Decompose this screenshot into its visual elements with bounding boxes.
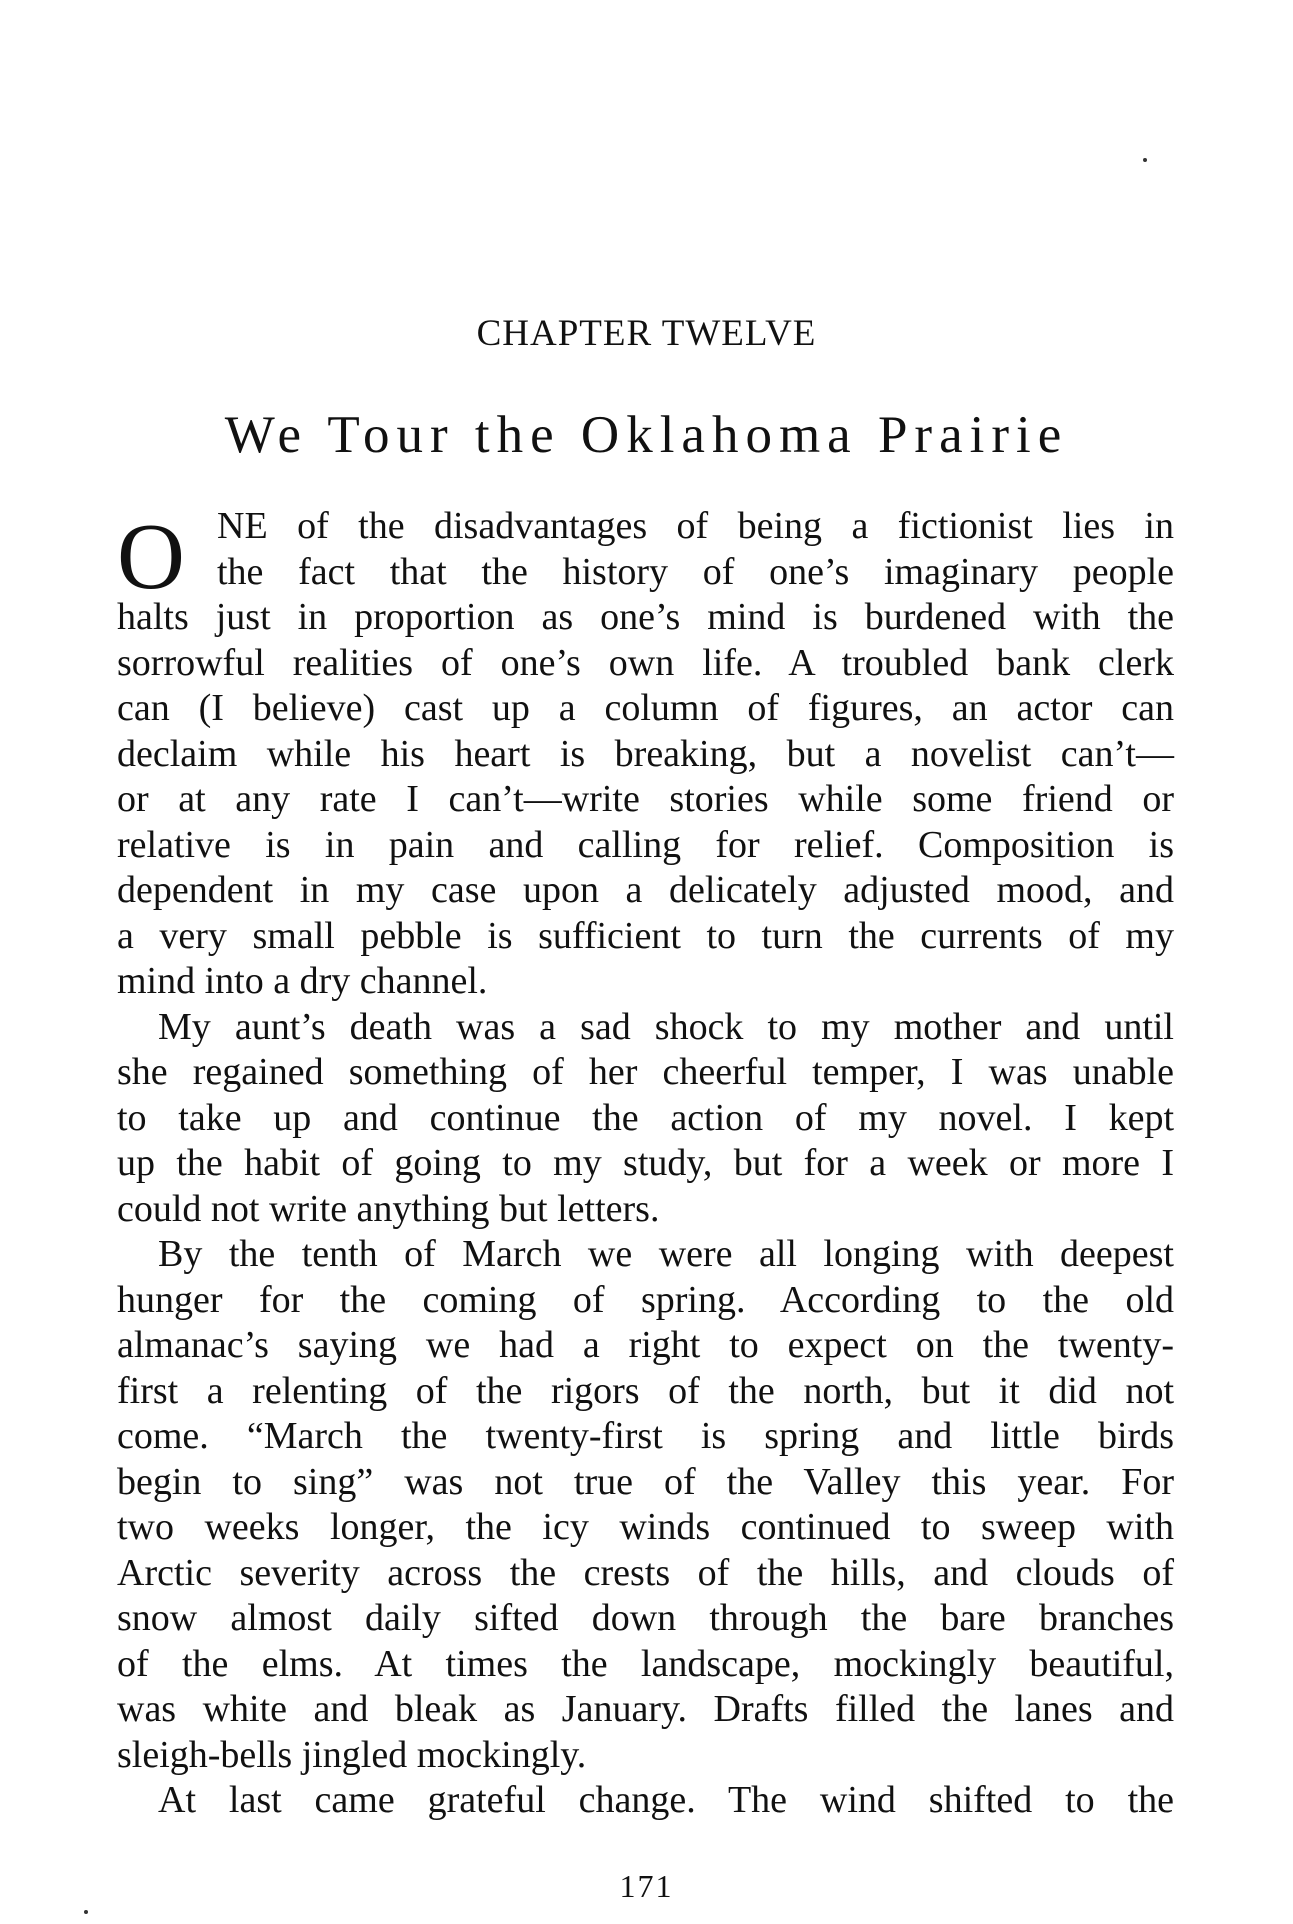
- text-line: By the tenth of March we were all longing with deepest: [158, 1233, 1174, 1275]
- text-line: relative is in pain and calling for relief. Composition is: [117, 823, 1174, 866]
- text-line: to take up and continue the action of my novel. I kept: [117, 1096, 1174, 1139]
- text-line: dependent in my case upon a delicately adjusted mood, and: [117, 869, 1174, 911]
- text-line: the fact that the history of one’s imaginary people: [217, 550, 1174, 593]
- text-line: she regained something of her cheerful temper, I was unable: [117, 1051, 1174, 1093]
- drop-cap: O: [117, 505, 185, 609]
- text-line: of the elms. At times the landscape, mockingly beautiful,: [117, 1642, 1174, 1685]
- body-text: [117, 504, 1174, 1824]
- text-line: sorrowful realities of one’s own life. A troubled bank clerk: [117, 641, 1174, 684]
- chapter-title: We Tour the Oklahoma Prairie: [224, 406, 1069, 464]
- chapter-label: CHAPTER TWELVE: [476, 313, 817, 354]
- text-line: up the habit of going to my study, but for a week or more I: [117, 1142, 1174, 1184]
- scan-speck: [84, 1910, 88, 1914]
- text-line: begin to sing” was not true of the Valley this year. For: [117, 1460, 1174, 1503]
- text-line: was white and bleak as January. Drafts filled the lanes and: [117, 1688, 1174, 1730]
- text-line: can (I believe) cast up a column of figures, an actor can: [117, 687, 1174, 729]
- text-line: snow almost daily sifted down through the bare branches: [117, 1597, 1174, 1639]
- text-line: two weeks longer, the icy winds continued to sweep with: [117, 1506, 1174, 1548]
- text-line: could not write anything but letters.: [117, 1187, 660, 1230]
- text-line: At last came grateful change. The wind shifted to the: [158, 1779, 1174, 1821]
- text-line: a very small pebble is sufficient to turn the currents of my: [117, 914, 1174, 957]
- text-line: hunger for the coming of spring. According to the old: [117, 1278, 1174, 1321]
- text-line: first a relenting of the rigors of the north, but it did not: [117, 1369, 1174, 1412]
- text-line: mind into a dry channel.: [117, 960, 488, 1002]
- scan-speck: [1143, 158, 1147, 162]
- text-line: halts just in proportion as one’s mind is burdened with the: [117, 596, 1174, 638]
- text-line: come. “March the twenty-first is spring and little birds: [117, 1415, 1174, 1457]
- text-line: or at any rate I can’t—write stories while some friend or: [117, 778, 1174, 820]
- text-line: almanac’s saying we had a right to expect on the twenty-: [117, 1324, 1174, 1366]
- text-line: My aunt’s death was a sad shock to my mother and until: [158, 1005, 1174, 1048]
- text-line: NE of the disadvantages of being a fictionist lies in: [217, 505, 1174, 547]
- text-line: Arctic severity across the crests of the hills, and clouds of: [117, 1551, 1174, 1594]
- text-line: sleigh-bells jingled mockingly.: [117, 1733, 587, 1776]
- page-number: 171: [619, 1868, 674, 1904]
- text-line: declaim while his heart is breaking, but a novelist can’t—: [117, 732, 1174, 775]
